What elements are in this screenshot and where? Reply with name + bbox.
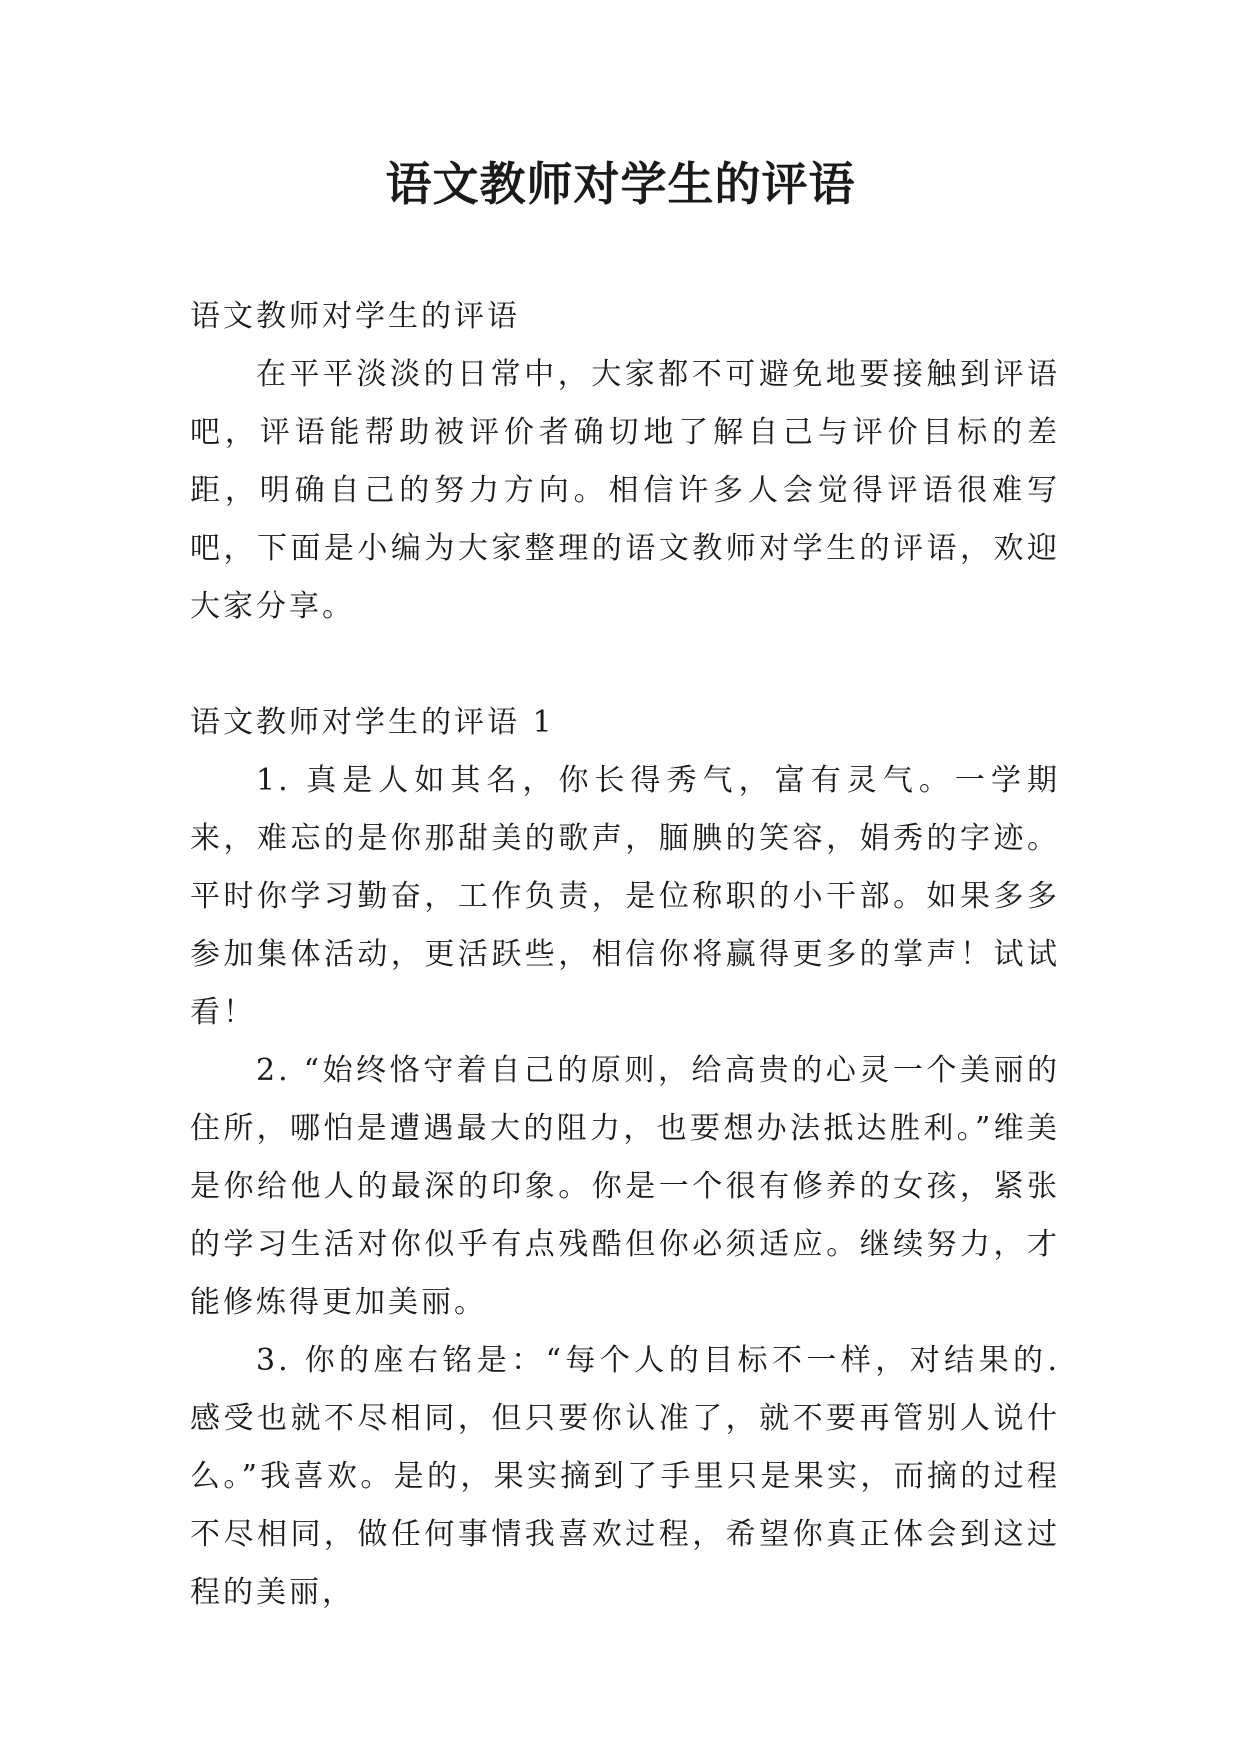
section-heading: 语文教师对学生的评语 1 [190,705,555,740]
comment-item-1: 1. 真是人如其名，你长得秀气，富有灵气。一学期来，难忘的是你那甜美的歌声，腼腆的笑容，娟秀的字迹。平时你学习勤奋，工作负责，是位称职的小干部。如果多多参加集体活动，更活跃些，相信你将赢得更多的掌声！试试看！ [190,763,1060,1030]
comment-item-3: 3. 你的座右铭是：“每个人的目标不一样，对结果的.感受也就不尽相同，但只要你认准了，就不要再管别人说什么。”我喜欢。是的，果实摘到了手里只是果实，而摘的过程不尽相同，做任何事情我喜欢过程，希望你真正体会到这过程的美丽， [190,1343,1060,1610]
intro-heading: 语文教师对学生的评语 [190,299,520,334]
section-spacer [190,636,1060,694]
document-title: 语文教师对学生的评语 [385,157,856,211]
comment-item-2: 2. “始终恪守着自己的原则，给高贵的心灵一个美丽的住所，哪怕是遭遇最大的阻力，也要想办法抵达胜利。”维美是你给他人的最深的印象。你是一个很有修养的女孩，紧张的学习生活对你似乎有点残酷但你必须适应。继续努力，才能修炼得更加美丽。 [190,1053,1060,1320]
document-body [190,288,1060,1622]
intro-paragraph: 在平平淡淡的日常中，大家都不可避免地要接触到评语吧，评语能帮助被评价者确切地了解自己与评价目标的差距，明确自己的努力方向。相信许多人会觉得评语很难写吧，下面是小编为大家整理的语文教师对学生的评语，欢迎大家分享。 [190,357,1060,624]
